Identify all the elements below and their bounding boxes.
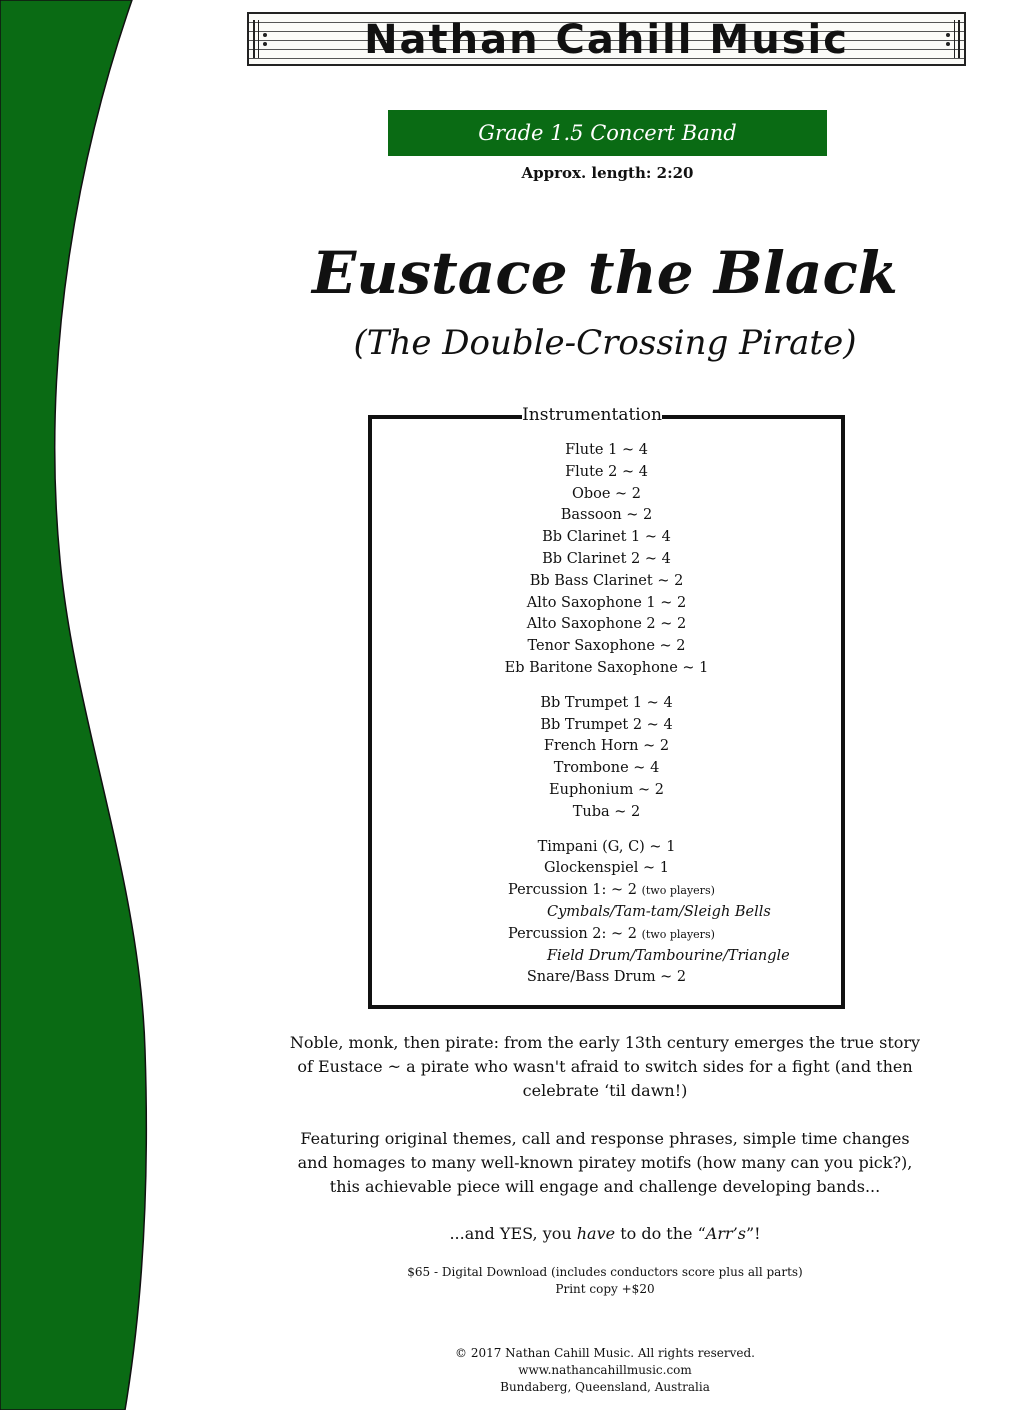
instrument-line: Oboe ~ 2 [571,485,642,502]
percussion-2-instruments: Field Drum/Tambourine/Triangle [547,947,790,964]
copyright: © 2017 Nathan Cahill Music. All rights reserved. [455,1346,755,1360]
instrument-line: Glockenspiel ~ 1 [544,860,669,877]
instrument-line: Flute 1 ~ 4 [565,442,648,458]
instrument-line: Euphonium ~ 2 [549,781,664,798]
instrument-line [372,924,841,946]
instrument-line: Snare/Bass Drum ~ 2 [526,969,687,986]
instrument-line: Bassoon ~ 2 [560,507,653,524]
brand-name: Nathan Cahill Music [364,17,849,63]
approx-length: Approx. length: 2:20 [521,164,694,182]
instrument-line [372,880,841,902]
price-digital: $65 - Digital Download (includes conductors score plus all parts) [407,1265,803,1279]
website-link[interactable]: www.nathancahillmusic.com [518,1363,692,1377]
grade-banner: Grade 1.5 Concert Band [388,110,827,156]
decorative-green-wave [0,0,160,1410]
instrument-line: French Horn ~ 2 [543,738,670,755]
description-paragraph-3: ...and YES, you have to do the “Arr’s”! [449,1224,761,1243]
percussion-1-instruments: Cymbals/Tam-tam/Sleigh Bells [547,903,771,920]
price-info [285,1264,925,1298]
instrument-line: Bb Clarinet 2 ~ 4 [542,550,671,567]
footer [285,1345,925,1396]
instrument-line: Alto Saxophone 1 ~ 2 [526,594,687,611]
instrument-line: Flute 2 ~ 4 [565,463,648,480]
percussion-1-label: Percussion 1: ~ 2 [508,882,637,899]
instrument-line: Timpani (G, C) ~ 1 [537,838,676,855]
instrument-line: Alto Saxophone 2 ~ 2 [526,616,687,633]
instrument-line: Tuba ~ 2 [572,803,641,820]
instrument-line: Bb Bass Clarinet ~ 2 [529,572,684,589]
price-print: Print copy +$20 [555,1282,655,1296]
instrument-line: Bb Trumpet 2 ~ 4 [540,716,673,733]
percussion-2-label: Percussion 2: ~ 2 [508,925,637,942]
instrument-line: Bb Clarinet 1 ~ 4 [542,529,671,546]
instrument-line: Bb Trumpet 1 ~ 4 [540,694,673,711]
brand-header [247,12,966,66]
instrumentation-list [372,440,841,989]
piece-subtitle: (The Double-Crossing Pirate) [353,323,857,363]
location: Bundaberg, Queensland, Australia [500,1380,710,1394]
description-paragraph-1: Noble, monk, then pirate: from the early 13th century emerges the true story of Eustace ~ a pirate who wasn't afraid to switch sides for a fight (and then celebrate ‘til dawn!) [289,1033,921,1100]
instrumentation-heading: Instrumentation [522,402,662,428]
description-paragraph-2: Featuring original themes, call and response phrases, simple time changes and homages to many well-known piratey motifs (how many can you pick?), this achievable piece will engage and challenge developing bands... [297,1129,913,1196]
piece-title: Eustace the Black [311,239,898,307]
instrument-line: Trombone ~ 4 [553,760,660,777]
instrument-line: Eb Baritone Saxophone ~ 1 [504,659,709,676]
instrument-line: Tenor Saxophone ~ 2 [527,638,686,655]
percussion-1-note: (two players) [641,884,715,898]
percussion-2-note: (two players) [641,927,715,941]
